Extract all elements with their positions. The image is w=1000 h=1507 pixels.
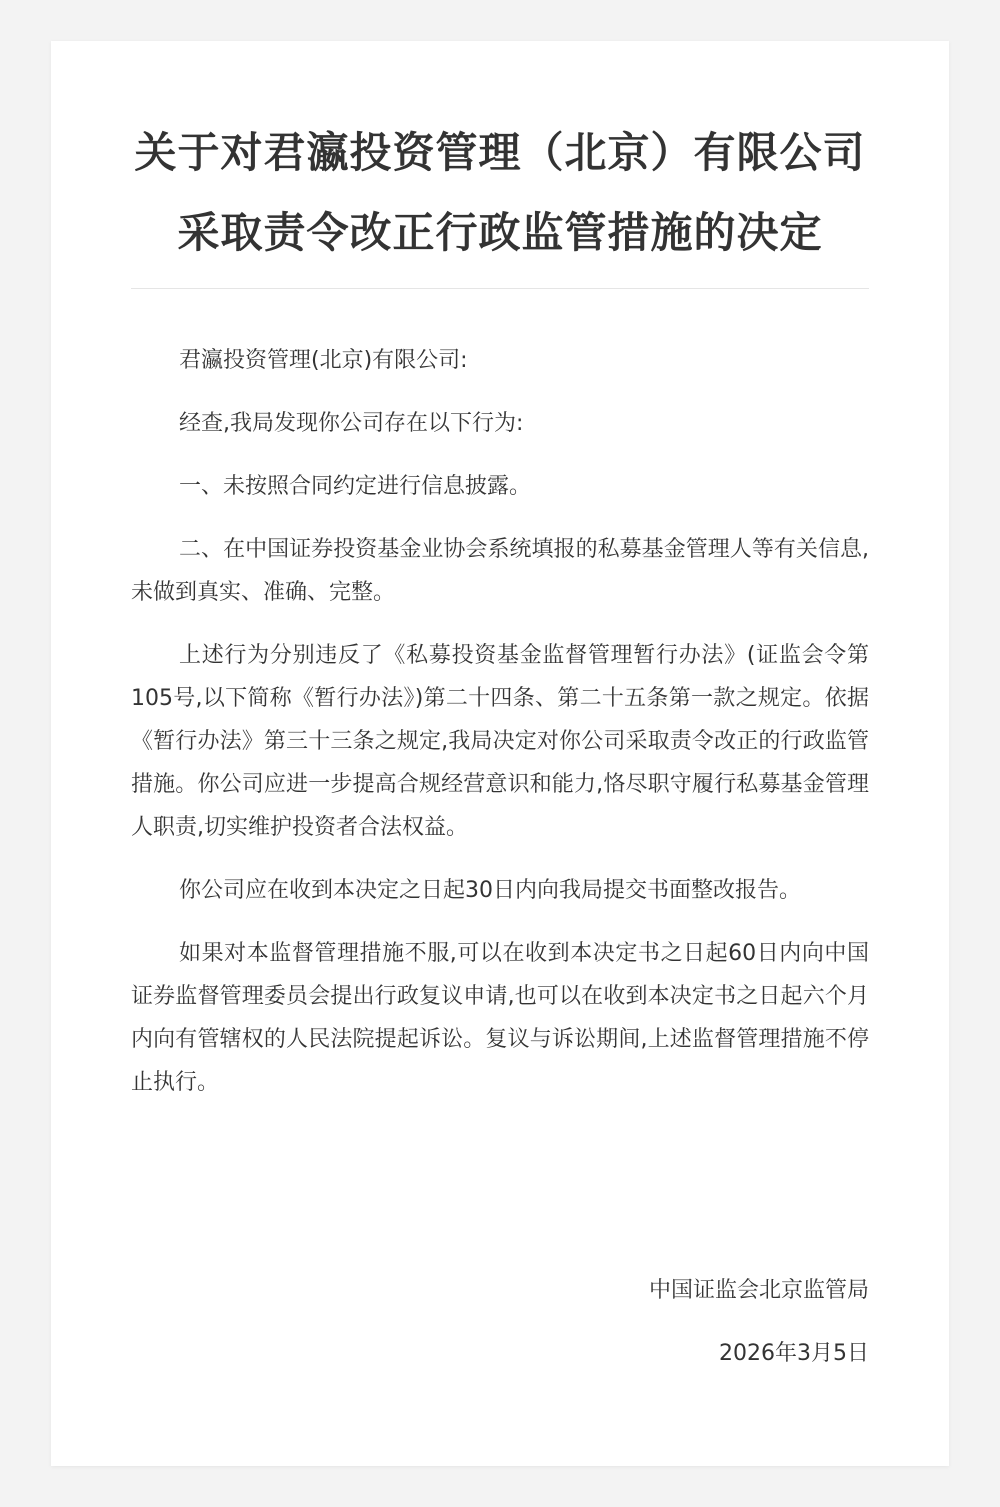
issuer-name: 中国证监会北京监管局 [648,1278,869,1303]
paragraph-violation-decision: 上述行为分别违反了《私募投资基金监督管理暂行办法》(证监会令第105号,以下简称《暂行办法》)第二十四条、第二十五条第一款之规定。依据《暂行办法》第三十三条之规定,我局决定对你公司采取责令改正的行政监管措施。你公司应进一步提高合规经营意识和能力,恪尽职守履行私募基金管理人职责,切实维护投资者合法权益。 [131,643,869,840]
issue-date: 2026年3月5日 [719,1341,869,1366]
paragraph-findings-intro: 经查,我局发现你公司存在以下行为: [179,411,524,436]
paragraph-finding-1: 一、未按照合同约定进行信息披露。 [179,474,532,499]
title-divider [131,288,869,289]
document-body [131,339,869,1124]
paragraph-finding-2: 二、在中国证券投资基金业协会系统填报的私募基金管理人等有关信息,未做到真实、准确、完整。 [131,537,869,605]
paragraph-appeal-rights: 如果对本监督管理措施不服,可以在收到本决定书之日起60日内向中国证券监督管理委员会提出行政复议申请,也可以在收到本决定书之日起六个月内向有管辖权的人民法院提起诉讼。复议与诉讼期间,上述监督管理措施不停止执行。 [131,941,869,1095]
document-page [51,41,949,1466]
paragraph-rectification-report: 你公司应在收到本决定之日起30日内向我局提交书面整改报告。 [179,878,801,903]
document-title: 关于对君瀛投资管理（北京）有限公司采取责令改正行政监管措施的决定 [134,128,866,257]
addressee: 君瀛投资管理(北京)有限公司: [179,348,468,373]
